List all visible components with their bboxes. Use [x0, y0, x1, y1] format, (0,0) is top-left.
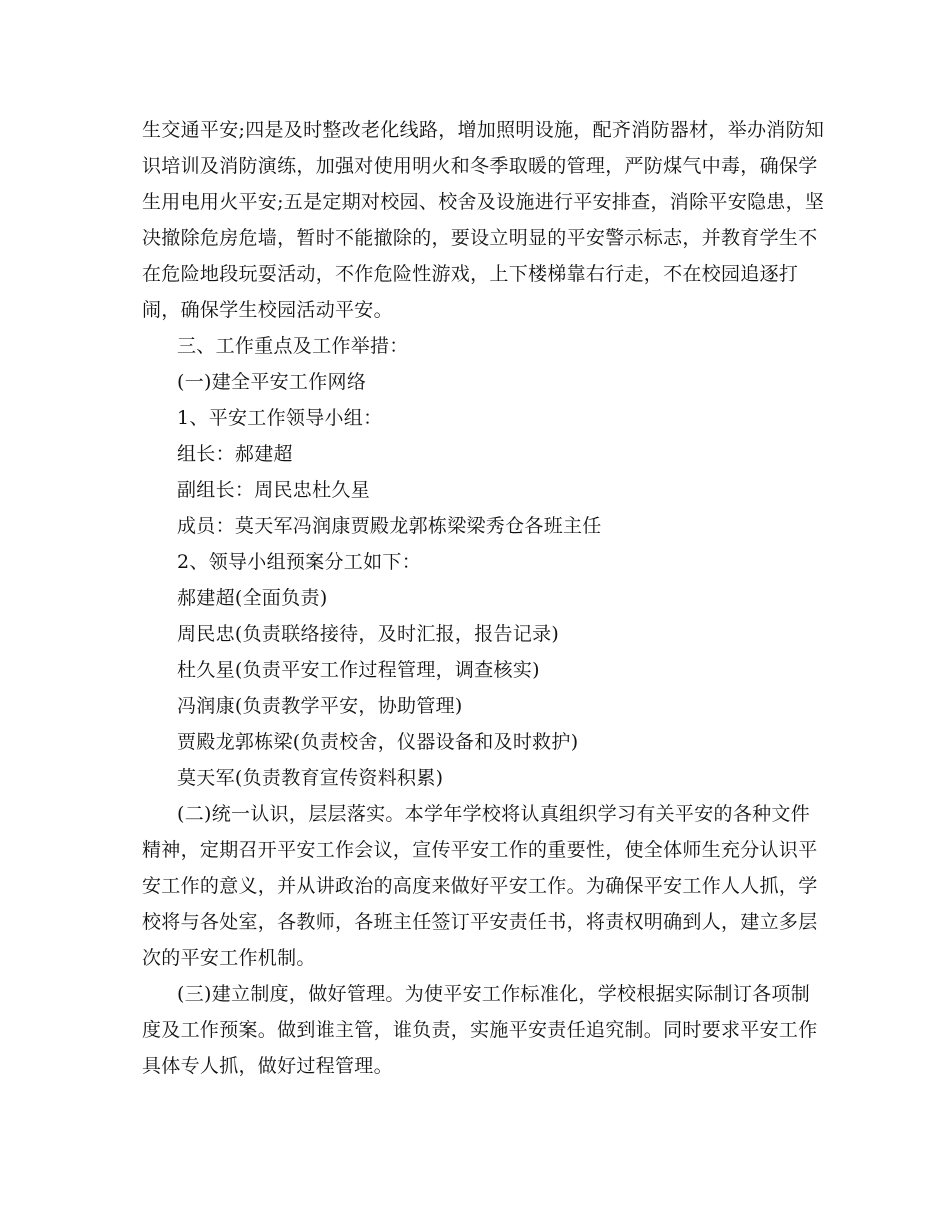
- paragraph-line: (三)建立制度，做好管理。为使平安工作标准化，学校根据实际制订各项制: [177, 983, 811, 1005]
- paragraph-line: 安工作的意义，并从讲政治的高度来做好平安工作。为确保平安工作人人抓，学: [142, 875, 818, 897]
- list-heading: 1、平安工作领导小组：: [177, 407, 383, 429]
- list-heading: 2、领导小组预案分工如下：: [177, 551, 421, 573]
- text-line: 识培训及消防演练，加强对使用明火和冬季取暖的管理，严防煤气中毒，确保学: [142, 155, 818, 177]
- duty-item: 贾殿龙郭栋梁(负责校舍，仪器设备和及时救护): [177, 731, 579, 753]
- document-body: [142, 112, 825, 1084]
- section-heading: 三、工作重点及工作举措：: [177, 335, 409, 357]
- text-line: 决撤除危房危墙，暂时不能撤除的，要设立明显的平安警示标志，并教育学生不: [142, 227, 818, 249]
- paragraph-line: 度及工作预案。做到谁主管，谁负责，实施平安责任追究制。同时要求平安工作: [142, 1019, 818, 1041]
- duty-item: 周民忠(负责联络接待，及时汇报，报告记录): [177, 623, 560, 645]
- text-line: 生用电用火平安;五是定期对校园、校舍及设施进行平安排查，消除平安隐患，坚: [142, 191, 825, 213]
- team-leader: 组长：郝建超: [177, 443, 293, 465]
- paragraph-line: 具体专人抓，做好过程管理。: [142, 1055, 393, 1077]
- text-line: 生交通平安;四是及时整改老化线路，增加照明设施，配齐消防器材，举办消防知: [142, 119, 825, 141]
- paragraph-line: 校将与各处室，各教师，各班主任签订平安责任书，将责权明确到人，建立多层: [142, 911, 818, 933]
- paragraph-line: (二)统一认识，层层落实。本学年学校将认真组织学习有关平安的各种文件: [177, 803, 811, 825]
- text-line: 闹，确保学生校园活动平安。: [142, 299, 393, 321]
- paragraph-line: 次的平安工作机制。: [142, 947, 316, 969]
- paragraph-line: 精神，定期召开平安工作会议，宣传平安工作的重要性，使全体师生充分认识平: [142, 839, 818, 861]
- team-members: 成员：莫天军冯润康贾殿龙郭栋梁梁秀仓各班主任: [177, 515, 602, 537]
- duty-item: 莫天军(负责教育宣传资料积累): [177, 767, 444, 789]
- text-line: 在危险地段玩耍活动，不作危险性游戏，上下楼梯靠右行走，不在校园追逐打: [142, 263, 799, 285]
- duty-item: 郝建超(全面负责): [177, 587, 328, 609]
- subsection-heading: (一)建全平安工作网络: [177, 371, 367, 393]
- duty-item: 杜久星(负责平安工作过程管理，调查核实): [177, 659, 540, 681]
- duty-item: 冯润康(负责教学平安，协助管理): [177, 695, 463, 717]
- team-deputy-leaders: 副组长：周民忠杜久星: [177, 479, 371, 501]
